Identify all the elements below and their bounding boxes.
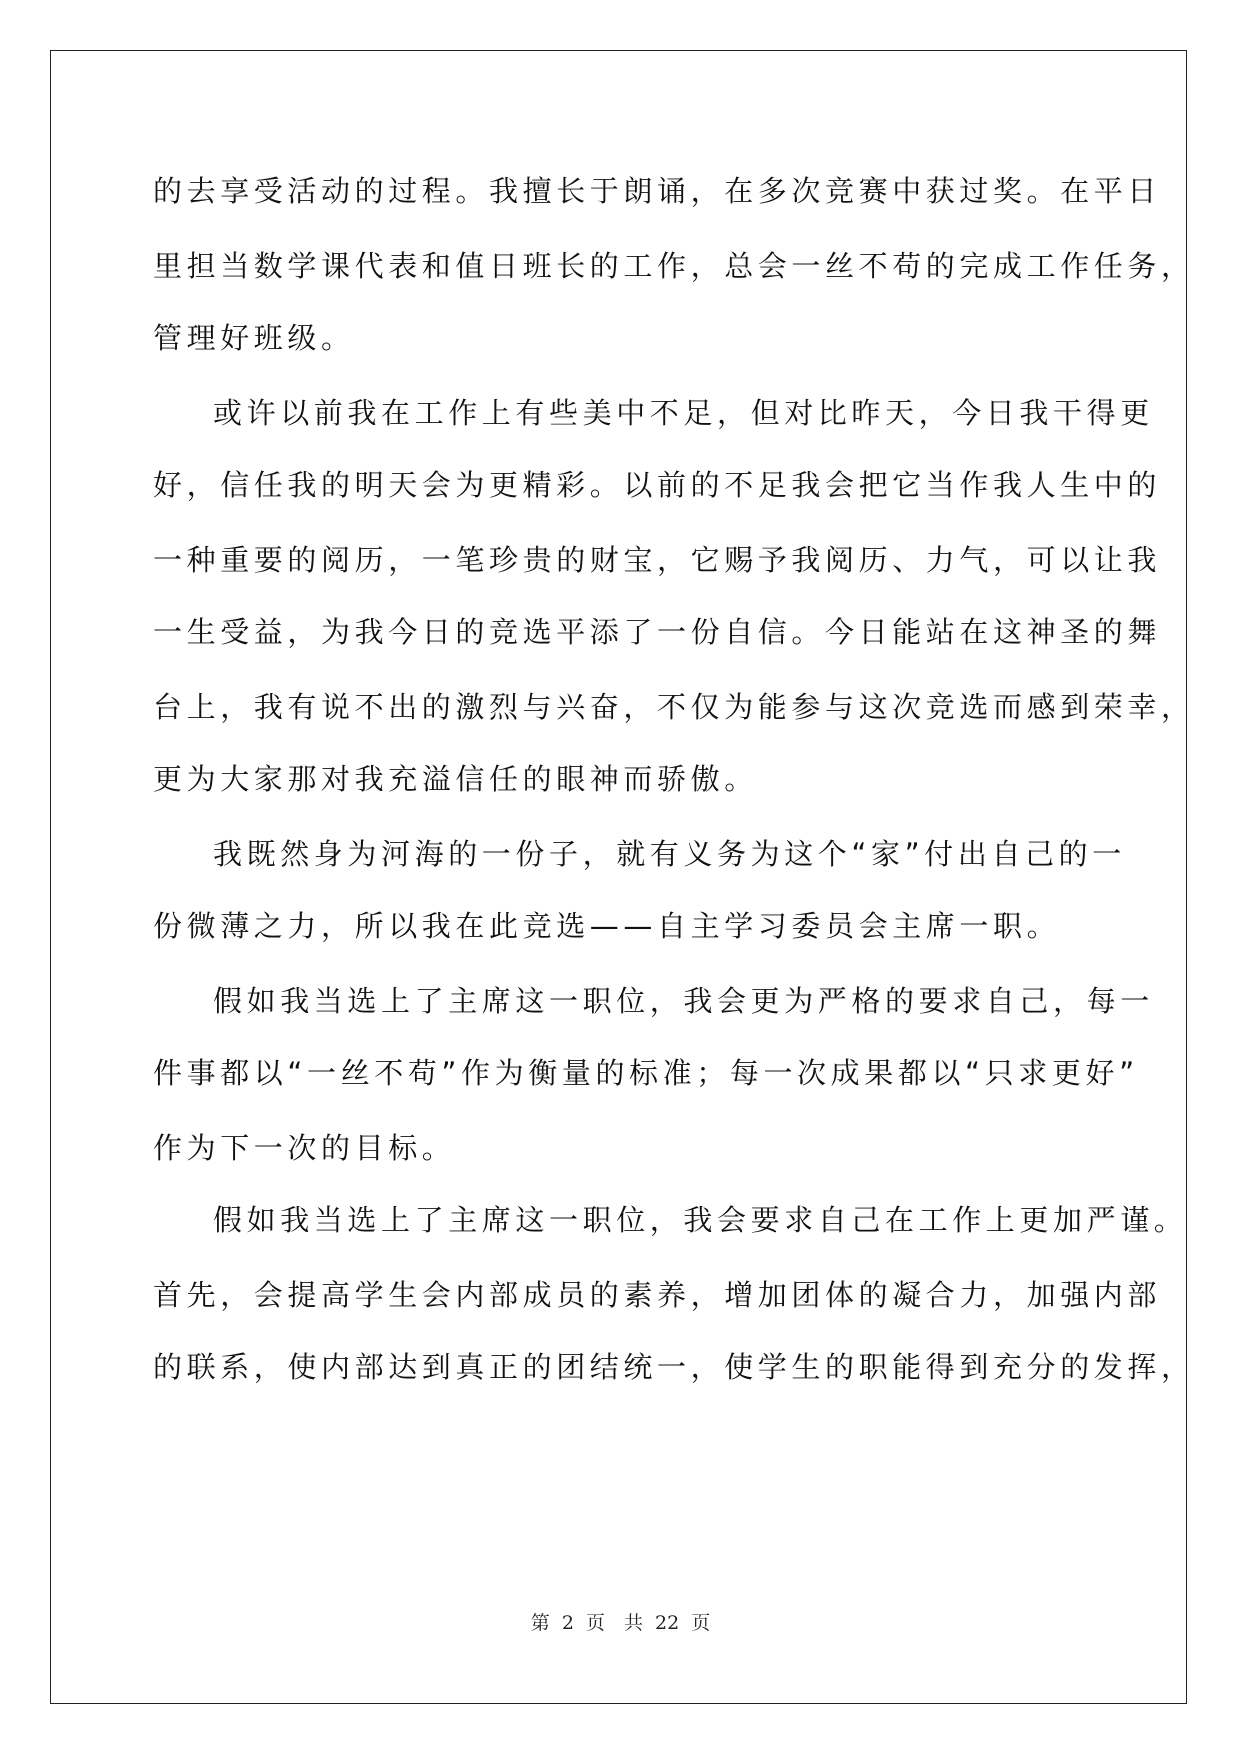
text-line-9: 更为大家那对我充溢信任的眼神而骄傲。 (153, 762, 758, 796)
text-line-14: 作为下一次的目标。 (153, 1131, 456, 1165)
page-number-footer: 第 2 页 共 22 页 (530, 1612, 711, 1634)
text-line-6: 一种重要的阅历，一笔珍贵的财宝，它赐予我阅历、力气，可以让我 (153, 543, 1162, 577)
text-line-8: 台上，我有说不出的激烈与兴奋，不仅为能参与这次竞选而感到荣幸， (153, 690, 1195, 724)
page-border (50, 50, 1195, 1704)
text-line-5: 好，信任我的明天会为更精彩。以前的不足我会把它当作我人生中的 (153, 468, 1162, 502)
text-line-15: 假如我当选上了主席这一职位，我会要求自己在工作上更加严谨。 (213, 1203, 1188, 1237)
text-line-7: 一生受益，为我今日的竞选平添了一份自信。今日能站在这神圣的舞 (153, 615, 1162, 649)
text-line-2: 里担当数学课代表和值日班长的工作，总会一丝不苟的完成工作任务， (153, 249, 1195, 283)
text-line-17: 的联系，使内部达到真正的团结统一，使学生的职能得到充分的发挥， (153, 1350, 1195, 1384)
text-line-13: 件事都以“一丝不苟”作为衡量的标准；每一次成果都以“只求更好” (153, 1056, 1139, 1090)
text-line-11: 份微薄之力，所以我在此竞选——自主学习委员会主席一职。 (153, 909, 1061, 943)
text-line-10: 我既然身为河海的一份子，就有义务为这个“家”付出自己的一 (213, 837, 1126, 871)
text-line-16: 首先，会提高学生会内部成员的素养，增加团体的凝合力，加强内部 (153, 1278, 1162, 1312)
text-line-4: 或许以前我在工作上有些美中不足，但对比昨天，今日我干得更 (213, 396, 1154, 430)
text-line-1: 的去享受活动的过程。我擅长于朗诵，在多次竞赛中获过奖。在平日 (153, 174, 1162, 208)
text-line-12: 假如我当选上了主席这一职位，我会更为严格的要求自己，每一 (213, 984, 1154, 1018)
text-line-3: 管理好班级。 (153, 321, 355, 355)
